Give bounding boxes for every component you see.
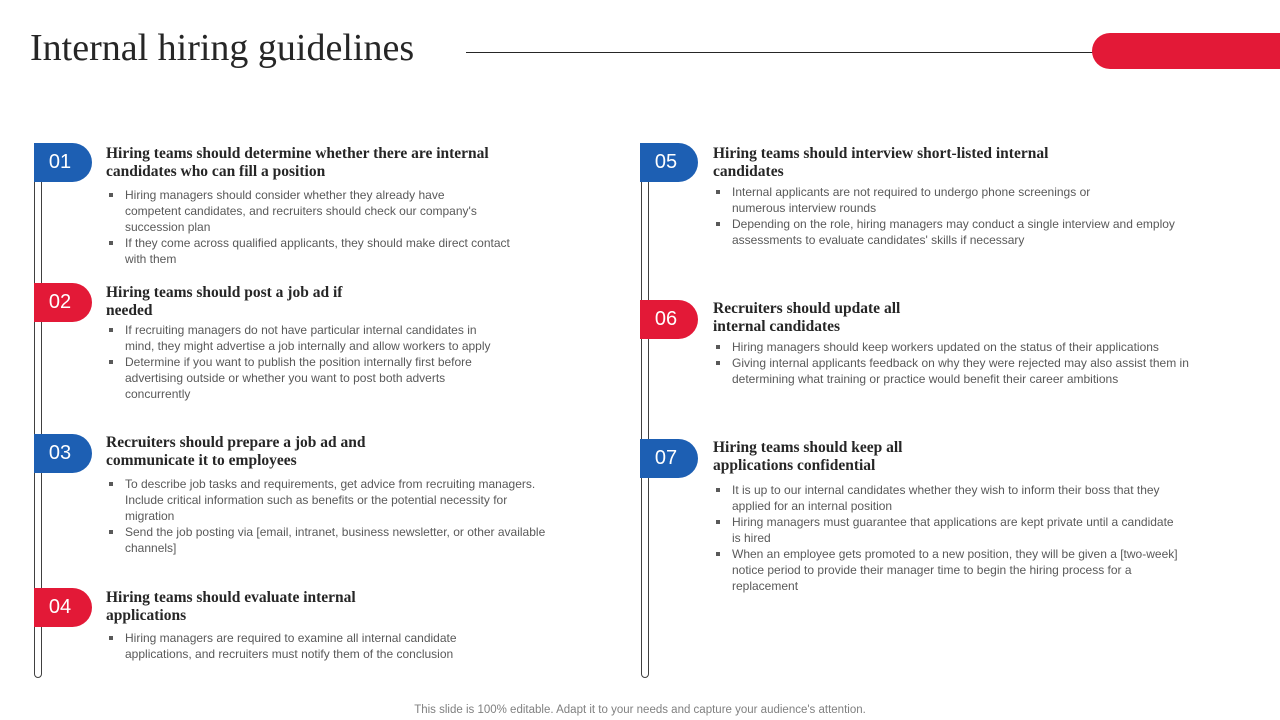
list-item: Send the job posting via [email, intranet, business newsletter, or other available channels] [107, 524, 552, 556]
step-bullets-07 [714, 482, 1199, 594]
step-heading-05: Hiring teams should interview short-listed internal candidates [713, 145, 1049, 180]
list-item: Hiring managers are required to examine all internal candidate applications, and recruiters must notify them of the conclusion [107, 630, 507, 662]
timeline-right [641, 150, 649, 678]
step-badge-01: 01 [34, 143, 92, 182]
footer-note: This slide is 100% editable. Adapt it to your needs and capture your audience's attention. [414, 704, 866, 716]
step-badge-05: 05 [640, 143, 698, 182]
list-item: When an employee gets promoted to a new position, they will be given a [two-week] notice period to provide their manager time to begin the hiring process for a replacement [714, 546, 1199, 594]
list-item: Depending on the role, hiring managers may conduct a single interview and employ assessments to evaluate candidates' skills if necessary [714, 216, 1194, 248]
list-item: Internal applicants are not required to undergo phone screenings or numerous interview rounds [714, 184, 1194, 216]
step-heading-03: Recruiters should prepare a job ad and communicate it to employees [106, 434, 366, 469]
list-item: Hiring managers must guarantee that applications are kept private until a candidate is hired [714, 514, 1199, 546]
step-bullets-03 [107, 476, 552, 556]
step-bullets-02 [107, 322, 507, 402]
title-accent-bar [1092, 33, 1280, 69]
list-item: Determine if you want to publish the position internally first before advertising outside or whether you want to post both adverts concurrently [107, 354, 507, 402]
step-heading-06: Recruiters should update all internal candidates [713, 300, 901, 335]
step-badge-07: 07 [640, 439, 698, 478]
step-heading-07: Hiring teams should keep all applications confidential [713, 439, 903, 474]
list-item: If recruiting managers do not have particular internal candidates in mind, they might advertise a job internally and allow workers to apply [107, 322, 507, 354]
step-badge-06: 06 [640, 300, 698, 339]
step-badge-03: 03 [34, 434, 92, 473]
title-divider [466, 52, 1106, 53]
step-heading-04: Hiring teams should evaluate internal applications [106, 589, 356, 624]
step-bullets-01 [107, 187, 517, 267]
step-bullets-05 [714, 184, 1194, 248]
step-badge-04: 04 [34, 588, 92, 627]
list-item: Giving internal applicants feedback on why they were rejected may also assist them in determining what training or practice would benefit their career ambitions [714, 355, 1239, 387]
step-heading-01: Hiring teams should determine whether there are internal candidates who can fill a position [106, 145, 489, 180]
list-item: It is up to our internal candidates whether they wish to inform their boss that they applied for an internal position [714, 482, 1199, 514]
step-heading-02: Hiring teams should post a job ad if needed [106, 284, 343, 319]
list-item: Hiring managers should consider whether they already have competent candidates, and recruiters should check our company's succession plan [107, 187, 517, 235]
step-badge-02: 02 [34, 283, 92, 322]
list-item: If they come across qualified applicants, they should make direct contact with them [107, 235, 517, 267]
page-title: Internal hiring guidelines [30, 27, 415, 69]
list-item: To describe job tasks and requirements, get advice from recruiting managers. Include critical information such as benefits or the potential necessity for migration [107, 476, 552, 524]
step-bullets-06 [714, 339, 1239, 387]
step-bullets-04 [107, 630, 507, 662]
list-item: Hiring managers should keep workers updated on the status of their applications [714, 339, 1239, 355]
